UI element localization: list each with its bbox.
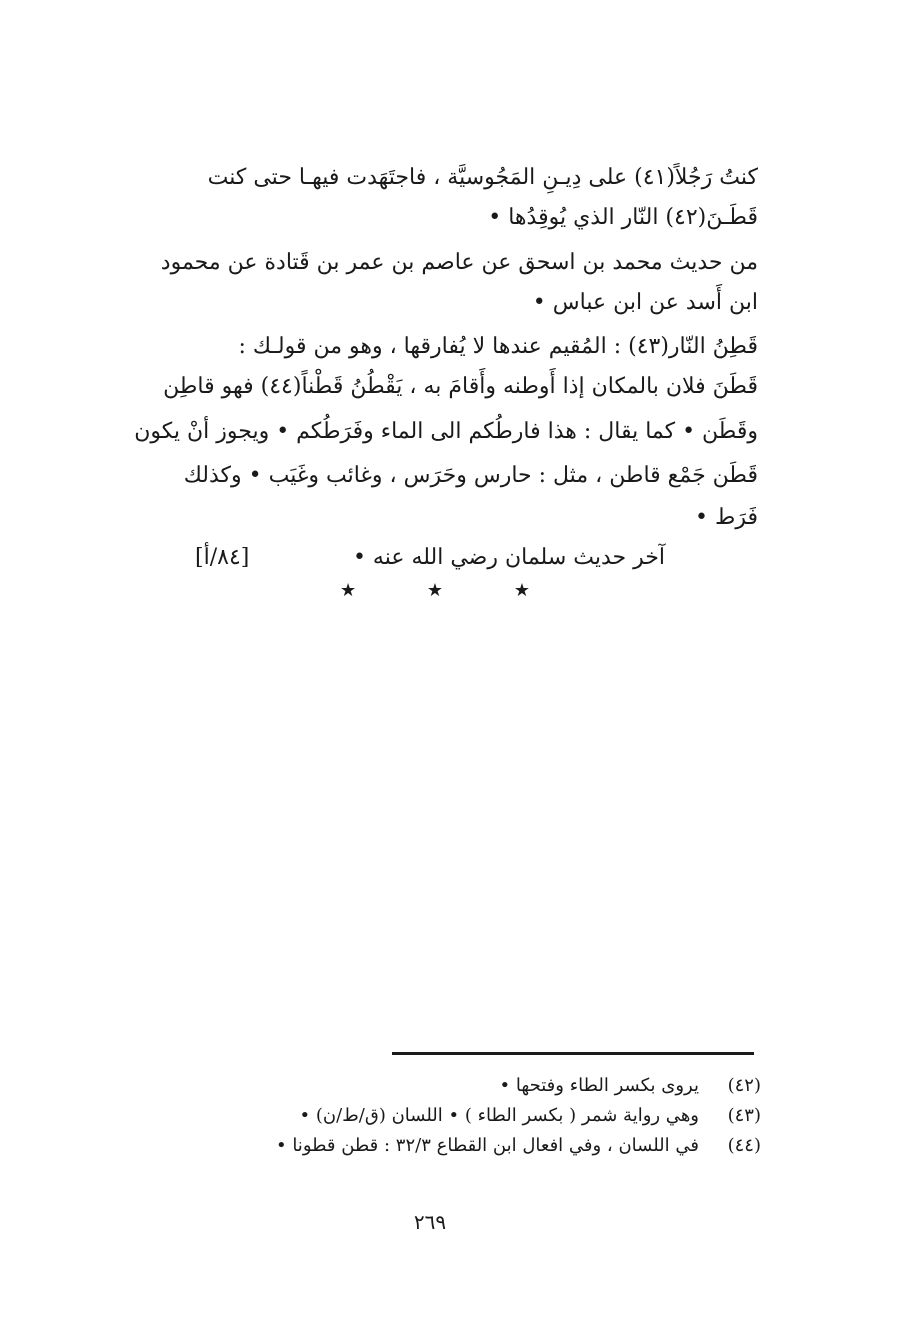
end-of-hadith-text: آخر حديث سلمان رضي الله عنه •: [352, 545, 665, 570]
body-line-9: فَرَط •: [695, 505, 758, 530]
footnote-44: [161, 1132, 761, 1160]
body-line-8: قَطَن جَمْع قاطن ، مثل : حارس وحَرَس ، وغائب وغَيَب • وكذلك: [183, 463, 758, 488]
footnote-43: [161, 1102, 761, 1130]
body-line-6: قَطَنَ فلان بالمكان إذا أَوطنه وأَقامَ به ، يَقْطُنُ قَطْناً(٤٤) فهو قاطِن: [163, 374, 758, 399]
footnote-number: (٤٢): [727, 1075, 761, 1096]
footnote-divider: [392, 1052, 754, 1055]
star-icon: ★: [340, 580, 357, 601]
body-line-5: قَطِنُ النّار(٤٣) : المُقيم عندها لا يُفارقها ، وهو من قولـك :: [238, 334, 758, 359]
folio-reference: [٨٤/أ]: [195, 545, 250, 570]
footnote-42: [161, 1072, 761, 1100]
star-icon: ★: [513, 580, 530, 601]
footnote-text: يروى بكسر الطاء وفتحها •: [499, 1075, 699, 1096]
section-ornament: [340, 580, 530, 602]
footnote-text: وهي رواية شمر ( بكسر الطاء ) • اللسان (ق/ط/ن) •: [299, 1105, 699, 1126]
body-line-1: كنتُ رَجُلاً(٤١) على دِيـنِ المَجُوسيَّة ، فاجتَهَدت فيهـا حتى كنت: [207, 165, 758, 190]
star-icon: ★: [426, 580, 444, 601]
page-number: ٢٦٩: [413, 1210, 447, 1234]
body-line-3: من حديث محمد بن اسحق عن عاصم بن عمر بن قَتادة عن محمود: [160, 250, 758, 275]
footnote-number: (٤٣): [727, 1105, 761, 1126]
body-line-7: وقَطَن • كما يقال : هذا فارطُكم الى الماء وفَرَطُكم • ويجوز أنْ يكون: [134, 419, 758, 444]
body-line-4: ابن أَسد عن ابن عباس •: [532, 290, 758, 315]
footnote-number: (٤٤): [727, 1135, 761, 1156]
closing-line: [195, 538, 665, 578]
body-line-2: قَطَـنَ(٤٢) النّار الذي يُوقِدُها •: [488, 205, 758, 230]
footnote-text: في اللسان ، وفي افعال ابن القطاع ٣٢/٣ : قطن قطونا •: [275, 1135, 699, 1156]
